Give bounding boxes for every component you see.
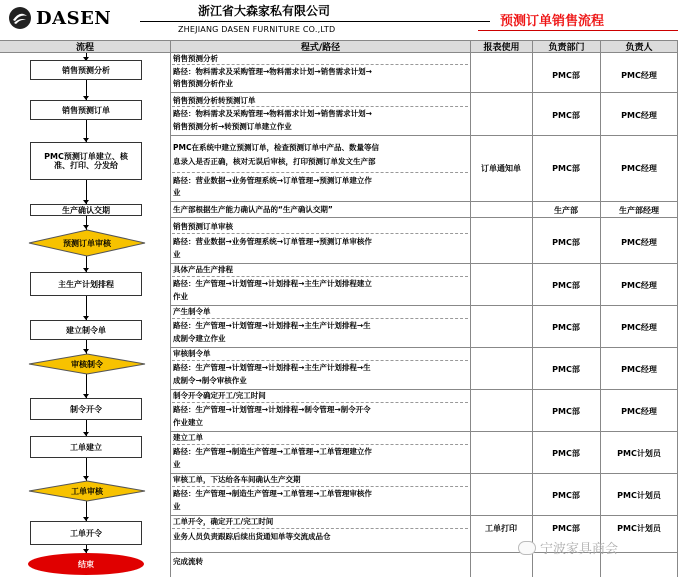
row-divider xyxy=(170,473,678,474)
process-text: 业 xyxy=(173,502,181,511)
row-divider xyxy=(170,135,678,136)
logo-text: DASEN xyxy=(36,7,112,29)
process-text: 完成流转 xyxy=(173,557,203,566)
flow-step-wo-release: 工单开令 xyxy=(30,521,142,545)
inner-divider xyxy=(172,276,468,277)
dasen-logo-icon xyxy=(8,6,32,30)
dept-cell: PMC部 xyxy=(552,281,580,290)
inner-divider xyxy=(172,318,468,319)
document-header xyxy=(0,0,680,40)
process-text: 业 xyxy=(173,188,181,197)
owner-cell: PMC经理 xyxy=(621,365,657,374)
inner-divider xyxy=(172,172,468,173)
row-divider xyxy=(170,515,678,516)
dept-cell: PMC部 xyxy=(552,238,580,247)
column-header-dept: 负责部门 xyxy=(532,40,600,53)
watermark-text: 宁波家具商会 xyxy=(540,542,619,557)
process-text: 审核制令单 xyxy=(173,349,211,358)
owner-cell: PMC计划员 xyxy=(617,524,661,533)
dept-cell: PMC部 xyxy=(552,524,580,533)
owner-cell: PMC经理 xyxy=(621,407,657,416)
row-divider xyxy=(170,347,678,348)
flow-step-forecast-order: 销售预测订单 xyxy=(30,100,142,120)
inner-divider xyxy=(172,402,468,403)
process-text: 路径：生产管理→计划管理→计划排程→主生产计划排程→生 xyxy=(173,363,371,372)
owner-cell: PMC经理 xyxy=(621,164,657,173)
process-text: 路径：营业数据→业务管理系统→订单管理→预测订单建立作 xyxy=(173,176,372,185)
column-header-owner: 负责人 xyxy=(600,40,678,53)
company-name-cn: 浙江省大森家私有限公司 xyxy=(198,4,331,18)
flow-step-master-schedule: 主生产计划排程 xyxy=(30,272,142,296)
process-text: 具体产品生产排程 xyxy=(173,265,233,274)
row-divider xyxy=(170,431,678,432)
owner-cell: PMC计划员 xyxy=(617,491,661,500)
inner-divider xyxy=(172,528,468,529)
process-text: 业 xyxy=(173,460,181,469)
owner-cell: PMC经理 xyxy=(621,281,657,290)
process-text: 销售预测分析转预测订单 xyxy=(173,96,256,105)
process-text: 路径：物料需求及采购管理→物料需求计划→销售需求计划→ xyxy=(173,67,372,76)
row-divider xyxy=(170,263,678,264)
dept-cell: PMC部 xyxy=(552,491,580,500)
decision-label: 预测订单审核 xyxy=(63,238,111,248)
row-divider xyxy=(170,305,678,306)
inner-divider xyxy=(172,106,468,107)
dept-cell: PMC部 xyxy=(552,71,580,80)
wechat-icon xyxy=(518,541,536,555)
flow-step-mo-release: 制令开令 xyxy=(30,398,142,420)
flow-step-confirm-delivery: 生产确认交期 xyxy=(30,204,142,216)
process-text: 路径：生产管理→计划管理→计划排程→制令管理→制令开令 xyxy=(173,405,371,414)
process-text: 成制令建立作业 xyxy=(173,334,226,343)
table-vline xyxy=(170,53,171,577)
flow-step-forecast-analysis: 销售预测分析 xyxy=(30,60,142,80)
inner-divider xyxy=(172,233,468,234)
dept-cell: PMC部 xyxy=(552,365,580,374)
process-text: 销售预测分析→转预测订单建立作业 xyxy=(173,122,292,131)
dept-cell: PMC部 xyxy=(552,407,580,416)
process-text: 生产部根据生产能力确认产品的“生产确认交期” xyxy=(173,205,333,214)
process-text: 路径：营业数据→业务管理系统→订单管理→预测订单审核作 xyxy=(173,237,372,246)
owner-cell: PMC计划员 xyxy=(617,449,661,458)
flow-step-create-mo: 建立制令单 xyxy=(30,320,142,340)
decision-label: 工单审核 xyxy=(71,486,103,496)
flow-step-wo-create: 工单建立 xyxy=(30,436,142,458)
row-divider xyxy=(170,92,678,93)
company-name-en: ZHEJIANG DASEN FURNITURE CO.,LTD xyxy=(178,25,336,34)
form-cell: 订单通知单 xyxy=(481,164,521,173)
process-text: 建立工单 xyxy=(173,433,203,442)
title-underline xyxy=(478,30,678,31)
inner-divider xyxy=(172,444,468,445)
process-text: 路径：生产管理→计划管理→计划排程→主生产计划排程建立 xyxy=(173,279,372,288)
inner-divider xyxy=(172,64,468,65)
decision-label: 审核制令 xyxy=(71,359,103,369)
process-text: PMC在系统中建立预测订单，检查预测订单中产品、数量等信 xyxy=(173,143,379,152)
process-text: 产生制令单 xyxy=(173,307,211,316)
company-logo xyxy=(8,6,128,30)
header-divider xyxy=(140,21,490,22)
dept-cell: PMC部 xyxy=(552,111,580,120)
process-text: 销售预测分析 xyxy=(173,54,218,63)
dept-cell: 生产部 xyxy=(554,206,578,215)
dept-cell: PMC部 xyxy=(552,449,580,458)
inner-divider xyxy=(172,360,468,361)
flow-decision-wo-review xyxy=(28,480,146,502)
owner-cell: PMC经理 xyxy=(621,238,657,247)
owner-cell: PMC经理 xyxy=(621,323,657,332)
process-text: 路径：物料需求及采购管理→物料需求计划→销售需求计划→ xyxy=(173,109,372,118)
dept-cell: PMC部 xyxy=(552,164,580,173)
process-text: 销售预测订单审核 xyxy=(173,222,233,231)
process-text: 息录入是否正确，核对无误后审核，打印预测订单发文生产部 xyxy=(173,157,376,166)
process-text: 路径：生产管理→计划管理→计划排程→主生产计划排程→生 xyxy=(173,321,371,330)
dept-cell: PMC部 xyxy=(552,323,580,332)
process-text: 审核工单，下达给各车间确认生产交期 xyxy=(173,475,301,484)
owner-cell: PMC经理 xyxy=(621,111,657,120)
process-text: 工单开令，确定开工/完工时间 xyxy=(173,517,274,526)
process-text: 路径：生产管理→制造生产管理→工单管理→工单管理审核作 xyxy=(173,489,372,498)
flow-end-terminator: 结束 xyxy=(28,553,144,575)
process-text: 成制令→制令审核作业 xyxy=(173,376,247,385)
flow-step-pmc-order-create: PMC预测订单建立、核准、打印、分发给 xyxy=(30,142,142,180)
process-text: 业务人员负责跟踪后续出货通知单等交流成品仓 xyxy=(173,532,331,541)
flow-decision-order-review xyxy=(28,229,146,257)
column-header-process: 程式/路径 xyxy=(170,40,470,53)
process-text: 销售预测分析作业 xyxy=(173,79,233,88)
row-divider xyxy=(170,389,678,390)
process-text: 作业建立 xyxy=(173,418,203,427)
column-header-form: 报表使用 xyxy=(470,40,532,53)
table-vline xyxy=(470,53,471,577)
process-text: 路径：生产管理→制造生产管理→工单管理→工单管理建立作 xyxy=(173,447,372,456)
document-title: 预测订单销售流程 xyxy=(500,14,605,29)
flow-decision-mo-review xyxy=(28,353,146,375)
column-header-flow: 流程 xyxy=(0,40,170,53)
inner-divider xyxy=(172,486,468,487)
owner-cell: 生产部经理 xyxy=(619,206,659,215)
row-divider xyxy=(170,201,678,202)
form-cell: 工单打印 xyxy=(485,524,517,533)
process-text: 作业 xyxy=(173,292,188,301)
process-text: 制令开令确定开工/完工时间 xyxy=(173,391,266,400)
watermark xyxy=(518,538,618,557)
owner-cell: PMC经理 xyxy=(621,71,657,80)
row-divider xyxy=(170,217,678,218)
process-text: 业 xyxy=(173,250,181,259)
